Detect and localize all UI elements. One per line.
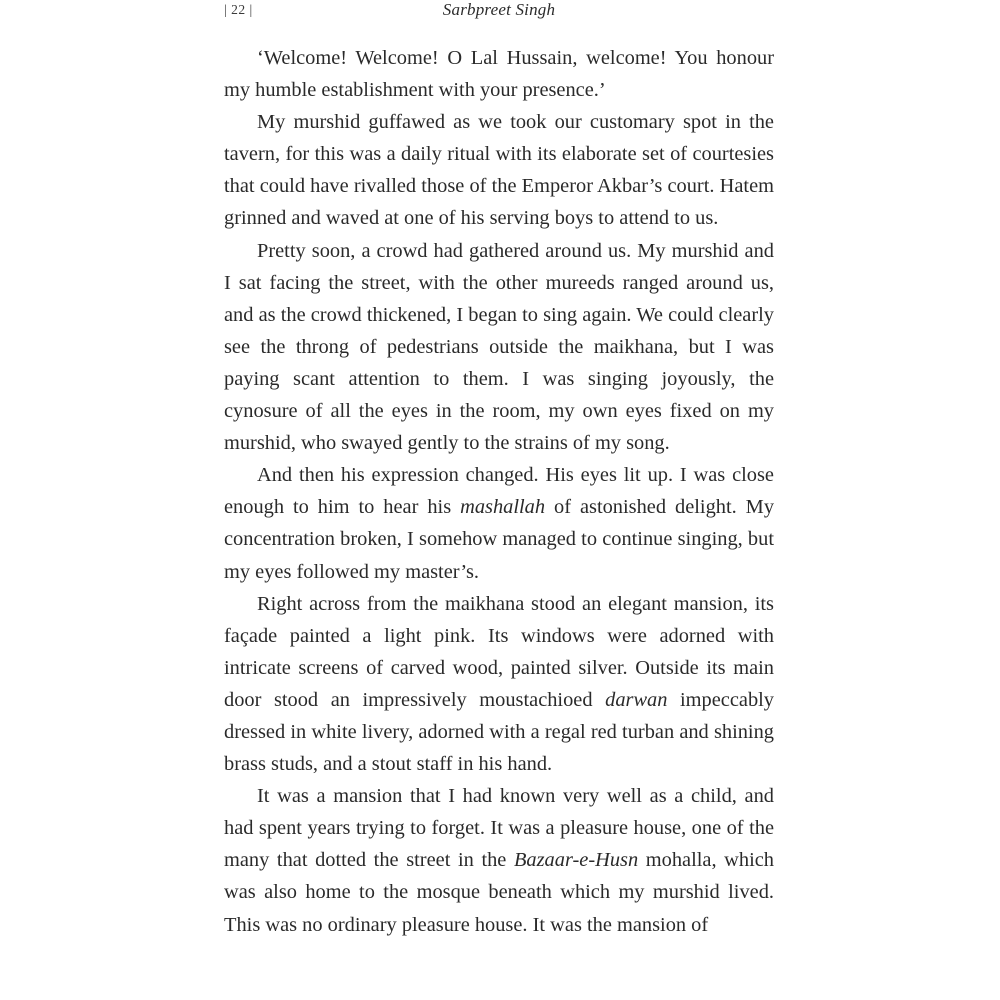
italic-term: mashallah [460,496,546,519]
text-run: mohalla, which was also home to the mosque beneath which my murshid lived. This was no ordinary pleasure house. It was the mansion of [224,849,774,936]
text-run: impeccably dressed in white livery, adorned with a regal red turban and shining brass studs, and a stout staff in his hand. [224,688,775,776]
running-head [224,0,774,24]
text-run: of astonished delight. My concentration broken, I somehow managed to continue singing, but my eyes followed my master’s. [224,496,775,583]
italic-term: darwan [605,688,668,711]
paragraph [224,42,774,106]
paragraph [224,459,774,587]
text-run: And then his expression changed. His eyes lit up. I was close enough to him to hear his [224,464,774,519]
italic-term: Bazaar-e-Husn [513,849,639,872]
text-run: Right across from the maikhana stood an elegant mansion, its façade painted a light pink. Its windows were adorned with intricate screens of carved wood, painted silver. Outside its main door stood an impressively moustachioed [224,592,774,711]
text-run: It was a mansion that I had known very well as a child, and had spent years trying to forget. It was a pleasure house, one of the many that dotted the street in the [224,785,774,872]
paragraph [224,780,774,940]
text-run: My murshid guffawed as we took our customary spot in the tavern, for this was a daily ritual with its elaborate set of courtesies that could have rivalled those of the Emperor Akbar’s court. Hatem grinned and waved at one of his serving boys to attend to us. [224,111,774,230]
text-run: Pretty soon, a crowd had gathered around us. My murshid and I sat facing the street, with the other mureeds ranged around us, and as the crowd thickened, I began to sing again. We could clearly see the throng of pedestrians outside the maikhana, but I was paying scant attention to them. I was singing joyously, the cynosure of all the eyes in the room, my own eyes fixed on my murshid, who swayed gently to the strains of my song. [224,239,774,455]
text-run: ‘Welcome! Welcome! O Lal Hussain, welcome! You honour my humble establishment with your presence.’ [224,47,774,102]
paragraph [224,588,774,781]
paragraph [224,235,774,460]
paragraph [224,106,774,234]
page-folio: | 22 | [224,2,253,17]
body-text-block [224,42,774,941]
running-head-title: Sarbpreet Singh [442,0,556,19]
